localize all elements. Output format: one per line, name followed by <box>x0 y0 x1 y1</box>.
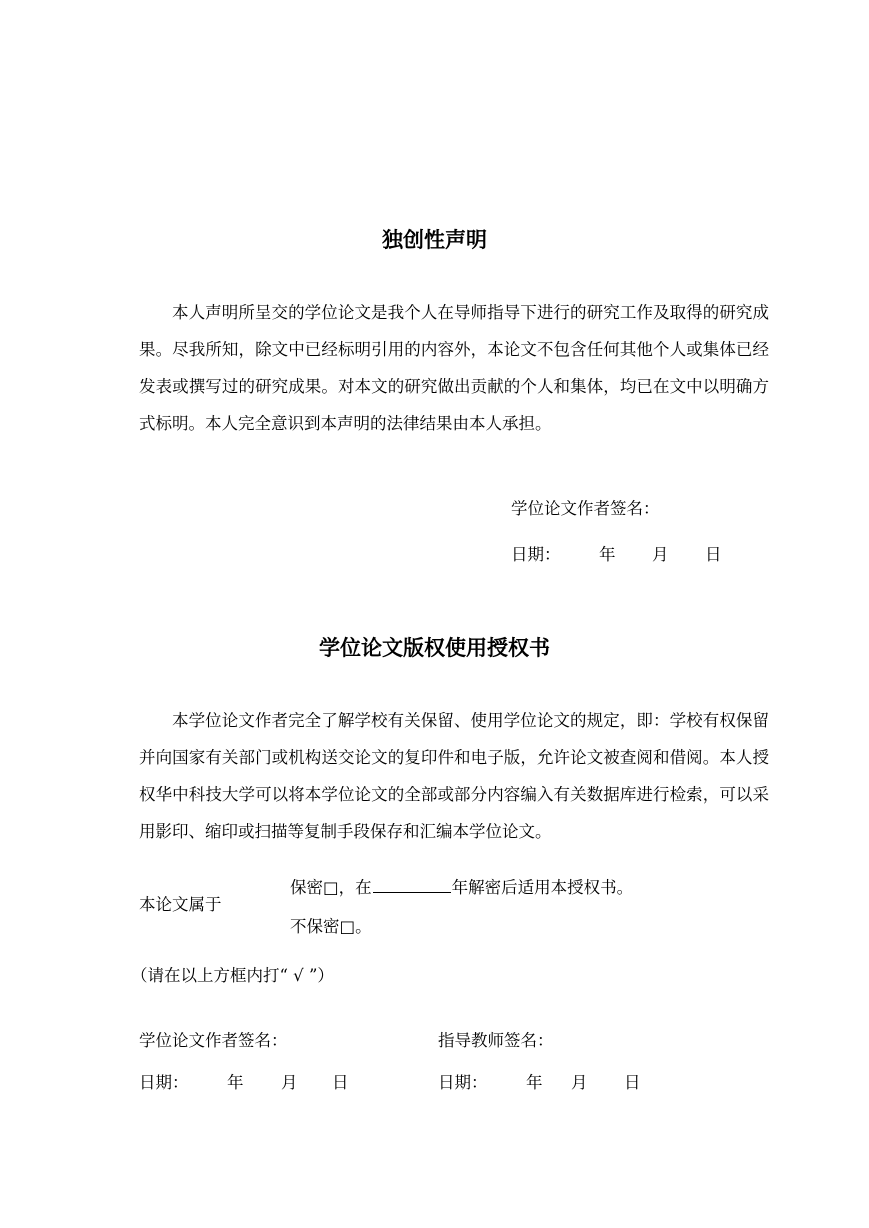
authorization-advisor-month-label: 月 <box>571 1073 588 1092</box>
authorization-advisor-date-label: 日期： <box>438 1073 488 1092</box>
declaration-month-label: 月 <box>652 545 669 564</box>
declaration-title: 独创性声明 <box>382 228 487 252</box>
authorization-advisor-sign-label: 指导教师签名： <box>438 1031 554 1050</box>
declaration-year-label: 年 <box>599 545 616 564</box>
declaration-author-sign-label: 学位论文作者签名： <box>511 499 660 518</box>
option-secret <box>290 874 633 898</box>
authorization-author-sign-label: 学位论文作者签名： <box>139 1031 288 1050</box>
declaration-body: 本人声明所呈交的学位论文是我个人在导师指导下进行的研究工作及取得的研究成果。尽我所知，除文中已经标明引用的内容外，本论文不包含任何其他个人或集体已经发表或撰写过的研究成果。对本文的研究做出贡献的个人和集体，均已在文中以明确方式标明。本人完全意识到本声明的法律结果由本人承担。 <box>139 303 769 433</box>
option-secret-prefix: 保密□，在 <box>290 878 372 897</box>
authorization-advisor-day-label: 日 <box>624 1073 641 1092</box>
belongs-label: 本论文属于 <box>139 895 222 914</box>
authorization-author-day-label: 日 <box>332 1073 349 1092</box>
declaration-day-label: 日 <box>705 545 722 564</box>
authorization-author-year-label: 年 <box>227 1073 244 1092</box>
authorization-author-date-label: 日期： <box>139 1073 189 1092</box>
authorization-advisor-year-label: 年 <box>526 1073 543 1092</box>
declaration-date-label: 日期： <box>511 545 561 564</box>
authorization-title: 学位论文版权使用授权书 <box>319 636 550 660</box>
checkbox-instruction: （请在以上方框内打“ √ ”） <box>131 966 334 985</box>
option-secret-suffix: 年解密后适用本授权书。 <box>451 878 634 897</box>
decrypt-year-blank[interactable] <box>373 875 451 893</box>
option-not-secret: 不保密□。 <box>290 917 372 936</box>
authorization-body: 本学位论文作者完全了解学校有关保留、使用学位论文的规定，即：学校有权保留并向国家有关部门或机构送交论文的复印件和电子版，允许论文被查阅和借阅。本人授权华中科技大学可以将本学位论文的全部或部分内容编入有关数据库进行检索，可以采用影印、缩印或扫描等复制手段保存和汇编本学位论文。 <box>139 711 769 841</box>
authorization-author-month-label: 月 <box>281 1073 298 1092</box>
